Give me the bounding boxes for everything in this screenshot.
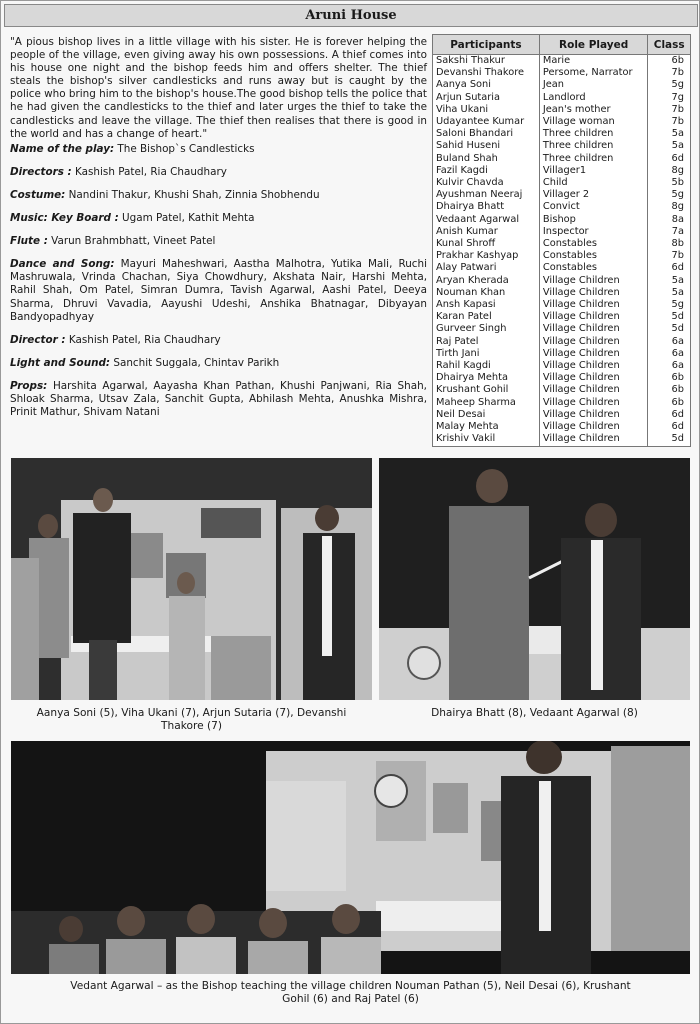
participant-cell: Sahid Huseni: [433, 140, 540, 152]
table-row: [433, 79, 691, 91]
table-row: [433, 177, 691, 189]
participant-cell: Fazil Kagdi: [433, 165, 540, 177]
photo-3-caption: [61, 980, 640, 1006]
class-cell: 6d: [648, 409, 691, 421]
class-cell: 7b: [648, 67, 691, 79]
participant-cell: Krushant Gohil: [433, 384, 540, 396]
role-cell: Village Children: [539, 397, 648, 409]
caption-text: Dhairya Bhatt (8), Vedaant Agarwal (8): [431, 707, 638, 719]
table-row: [433, 384, 691, 396]
participant-cell: Malay Mehta: [433, 421, 540, 433]
role-cell: Marie: [539, 55, 648, 68]
cast-table: [432, 34, 691, 447]
table-row: [433, 372, 691, 384]
class-cell: 5g: [648, 189, 691, 201]
class-cell: 5g: [648, 299, 691, 311]
table-row: [433, 250, 691, 262]
table-header-row: [433, 35, 691, 55]
participant-cell: Devanshi Thakore: [433, 67, 540, 79]
class-cell: 7b: [648, 116, 691, 128]
class-cell: 5a: [648, 140, 691, 152]
role-cell: Village Children: [539, 299, 648, 311]
participant-cell: Viha Ukani: [433, 104, 540, 116]
role-cell: Jean's mother: [539, 104, 648, 116]
play-description: [10, 36, 427, 429]
credit-props: [10, 380, 427, 419]
table-row: [433, 92, 691, 104]
participant-cell: Alay Patwari: [433, 262, 540, 274]
class-cell: 6b: [648, 372, 691, 384]
table-row: [433, 397, 691, 409]
table-row: [433, 128, 691, 140]
column-header: Class: [648, 35, 691, 55]
class-cell: 6b: [648, 384, 691, 396]
stage-scene-illustration: [379, 458, 690, 700]
class-cell: 5d: [648, 311, 691, 323]
table-row: [433, 336, 691, 348]
participant-cell: Prakhar Kashyap: [433, 250, 540, 262]
role-cell: Village Children: [539, 433, 648, 446]
table-row: [433, 140, 691, 152]
participant-cell: Dhairya Bhatt: [433, 201, 540, 213]
table-row: [433, 55, 691, 68]
credit-value: Nandini Thakur, Khushi Shah, Zinnia Shobhendu: [65, 188, 320, 201]
class-cell: 8b: [648, 238, 691, 250]
credit-value: Harshita Agarwal, Aayasha Khan Pathan, Khushi Panjwani, Ria Shah, Shloak Sharma, Utsav Zala, Sanchit Gupta, Abhilash Mehta, Anushka Mishra, Prinit Mathur, Shivam Natani: [10, 379, 427, 419]
credit-label: Costume:: [10, 188, 66, 201]
role-cell: Jean: [539, 79, 648, 91]
play-summary: "A pious bishop lives in a little village with his sister. He is forever helping the people of the village, even giving away his own possessions. A thief comes into his house one night and the bishop feeds him and offers shelter. The thief steals the bishop's silver candlesticks and runs away but is caught by the police who bring him to the bishop's house.The good bishop tells the police that he had given the candlesticks to the thief and later urges the thief to take the candlesticks and leave the village. The thief then realises that there is good in the world and has a change of heart.": [10, 36, 427, 140]
table-row: [433, 299, 691, 311]
role-cell: Village Children: [539, 409, 648, 421]
role-cell: Persome, Narrator: [539, 67, 648, 79]
table-row: [433, 104, 691, 116]
class-cell: 8g: [648, 165, 691, 177]
class-cell: 7g: [648, 92, 691, 104]
table-row: [433, 421, 691, 433]
class-cell: 6b: [648, 55, 691, 68]
credit-label: Music: Key Board :: [10, 212, 119, 225]
credit-label: Flute :: [10, 235, 48, 248]
participant-cell: Krishiv Vakil: [433, 433, 540, 446]
table-row: [433, 262, 691, 274]
role-cell: Village Children: [539, 360, 648, 372]
class-cell: 5a: [648, 128, 691, 140]
credit-costume: [10, 189, 427, 202]
photo-2-caption: [379, 707, 690, 720]
role-cell: Child: [539, 177, 648, 189]
credit-value: Mayuri Maheshwari, Aastha Malhotra, Yutika Mali, Ruchi Mashruwala, Vrinda Chachan, Siya Chowdhury, Akshata Nair, Harshi Mehta, Rahil Shah, Om Patel, Simran Dumra, Tavish Agarwal, Aashi Patel, Deeya Sharma, Dhruvi Vavadia, Aayushi Udeshi, Anshika Bhatnagar, Dibyayan Bandyopadhyay: [10, 258, 427, 323]
table-row: [433, 165, 691, 177]
table-row: [433, 433, 691, 446]
table-row: [433, 153, 691, 165]
participant-cell: Aryan Kherada: [433, 275, 540, 287]
credit-label: Dance and Song:: [10, 258, 115, 271]
class-cell: 5a: [648, 275, 691, 287]
participant-cell: Arjun Sutaria: [433, 92, 540, 104]
participant-cell: Vedaant Agarwal: [433, 214, 540, 226]
participant-cell: Nouman Khan: [433, 287, 540, 299]
participant-cell: Neil Desai: [433, 409, 540, 421]
table-row: [433, 238, 691, 250]
role-cell: Bishop: [539, 214, 648, 226]
role-cell: Village Children: [539, 348, 648, 360]
participant-cell: Udayantee Kumar: [433, 116, 540, 128]
credit-value: Sanchit Suggala, Chintav Parikh: [110, 356, 280, 369]
class-cell: 6d: [648, 421, 691, 433]
caption-text: Aanya Soni (5), Viha Ukani (7), Arjun Sutaria (7), Devanshi Thakore (7): [36, 707, 347, 732]
role-cell: Constables: [539, 250, 648, 262]
participant-cell: Kulvir Chavda: [433, 177, 540, 189]
stage-scene-illustration: [11, 458, 372, 700]
participant-cell: Saloni Bhandari: [433, 128, 540, 140]
table-row: [433, 226, 691, 238]
participant-cell: Sakshi Thakur: [433, 55, 540, 68]
table-row: [433, 214, 691, 226]
class-cell: 6a: [648, 336, 691, 348]
participant-cell: Gurveer Singh: [433, 323, 540, 335]
participant-cell: Rahil Kagdi: [433, 360, 540, 372]
credit-value: The Bishop`s Candlesticks: [114, 142, 255, 155]
table-row: [433, 287, 691, 299]
role-cell: Constables: [539, 238, 648, 250]
class-cell: 6a: [648, 360, 691, 372]
credit-music: [10, 212, 427, 225]
participant-cell: Maheep Sharma: [433, 397, 540, 409]
class-cell: 7a: [648, 226, 691, 238]
class-cell: 5d: [648, 433, 691, 446]
credit-label: Directors :: [10, 165, 72, 178]
credit-value: Kashish Patel, Ria Chaudhary: [71, 165, 227, 178]
participant-cell: Dhairya Mehta: [433, 372, 540, 384]
class-cell: 5d: [648, 323, 691, 335]
class-cell: 8a: [648, 214, 691, 226]
credit-play-name: [10, 143, 427, 156]
credit-label: Director :: [10, 333, 66, 346]
class-cell: 8g: [648, 201, 691, 213]
table-row: [433, 201, 691, 213]
role-cell: Village Children: [539, 311, 648, 323]
section-title: Aruni House: [4, 4, 698, 27]
credit-directors: [10, 166, 427, 179]
credit-value: Varun Brahmbhatt, Vineet Patel: [47, 235, 216, 248]
role-cell: Landlord: [539, 92, 648, 104]
role-cell: Three children: [539, 128, 648, 140]
role-cell: Villager 2: [539, 189, 648, 201]
role-cell: Village Children: [539, 336, 648, 348]
credit-dance-song: [10, 258, 427, 323]
credit-light-sound: [10, 357, 427, 370]
participant-cell: Kunal Shroff: [433, 238, 540, 250]
stage-scene-illustration: [11, 741, 690, 974]
table-row: [433, 360, 691, 372]
class-cell: 7b: [648, 250, 691, 262]
table-row: [433, 348, 691, 360]
column-header: Role Played: [539, 35, 648, 55]
credit-flute: [10, 235, 427, 248]
credit-value: Kashish Patel, Ria Chaudhary: [65, 333, 221, 346]
stage-photo-1: [11, 458, 372, 700]
class-cell: 5g: [648, 79, 691, 91]
column-header: Participants: [433, 35, 540, 55]
participant-cell: Anish Kumar: [433, 226, 540, 238]
credit-label: Name of the play:: [10, 142, 115, 155]
class-cell: 6d: [648, 153, 691, 165]
participant-cell: Ayushman Neeraj: [433, 189, 540, 201]
role-cell: Three children: [539, 153, 648, 165]
participant-cell: Aanya Soni: [433, 79, 540, 91]
class-cell: 6b: [648, 397, 691, 409]
credit-label: Light and Sound:: [10, 356, 111, 369]
class-cell: 7b: [648, 104, 691, 116]
role-cell: Inspector: [539, 226, 648, 238]
role-cell: Village Children: [539, 372, 648, 384]
participant-cell: Karan Patel: [433, 311, 540, 323]
role-cell: Village woman: [539, 116, 648, 128]
class-cell: 6d: [648, 262, 691, 274]
role-cell: Village Children: [539, 275, 648, 287]
role-cell: Three children: [539, 140, 648, 152]
role-cell: Village Children: [539, 323, 648, 335]
table-row: [433, 323, 691, 335]
table-row: [433, 275, 691, 287]
role-cell: Village Children: [539, 287, 648, 299]
participant-cell: Raj Patel: [433, 336, 540, 348]
class-cell: 5a: [648, 287, 691, 299]
participant-cell: Ansh Kapasi: [433, 299, 540, 311]
role-cell: Villager1: [539, 165, 648, 177]
participant-cell: Tirth Jani: [433, 348, 540, 360]
credit-label: Props:: [10, 379, 48, 392]
cast-table-body: [433, 55, 691, 447]
table-row: [433, 409, 691, 421]
caption-text: Vedant Agarwal – as the Bishop teaching the village children Nouman Pathan (5), Neil Desai (6), Krushant Gohil (6) and Raj Patel (6): [70, 980, 631, 1005]
role-cell: Village Children: [539, 384, 648, 396]
table-row: [433, 116, 691, 128]
participant-cell: Buland Shah: [433, 153, 540, 165]
table-row: [433, 311, 691, 323]
table-row: [433, 67, 691, 79]
class-cell: 6a: [648, 348, 691, 360]
role-cell: Convict: [539, 201, 648, 213]
credit-value: Ugam Patel, Kathit Mehta: [118, 212, 255, 225]
table-row: [433, 189, 691, 201]
credit-director: [10, 334, 427, 347]
role-cell: Village Children: [539, 421, 648, 433]
photo-1-caption: [21, 707, 362, 733]
stage-photo-3: [11, 741, 690, 974]
stage-photo-2: [379, 458, 690, 700]
class-cell: 5b: [648, 177, 691, 189]
role-cell: Constables: [539, 262, 648, 274]
